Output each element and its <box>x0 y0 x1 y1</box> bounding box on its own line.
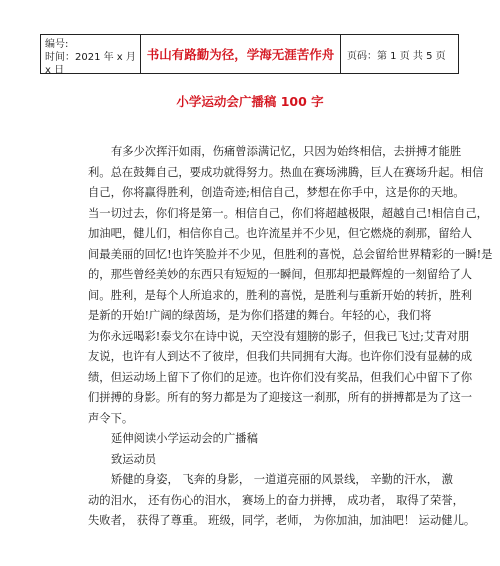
body-line: 间最美丽的回忆!也许笑脸并不少见，但胜利的喜悦，总会留给世界精彩的一瞬!是 <box>88 247 493 261</box>
header-motto: 书山有路勤为径，学海无涯苦作舟 <box>141 35 341 73</box>
time-label: 时间：2021 年 x 月 x 日 <box>45 52 136 76</box>
section-heading: 延伸阅读小学运动会的广播稿 <box>111 432 258 445</box>
body-line: 的，那些曾经美妙的东西只有短短的一瞬间，但那却把最辉煌的一刻留给了人 <box>88 268 473 281</box>
body-line: 友说，也许有人到达不了彼岸，但我们共同拥有大海。也许你们没有显赫的成 <box>88 350 473 363</box>
body-line: 矫健的身姿， 飞奔的身影， 一道道亮丽的风景线， 辛勤的汗水， 激 <box>111 473 453 486</box>
body-line: 们拼搏的身影。所有的努力都是为了迎接这一刹那，所有的拼搏都是为了这一 <box>88 391 473 404</box>
body-line: 利。总在鼓舞自己，要成功就得努力。热血在赛场沸腾，巨人在赛场升起。相信 <box>88 165 484 179</box>
body-line: 声令下。 <box>88 411 134 425</box>
section-subheading: 致运动员 <box>111 452 157 466</box>
body-line: 当一切过去，你们将是第一。相信自己，你们将超越极限，超越自己!相信自己， <box>88 206 488 220</box>
body-line: 为你永远喝彩!泰戈尔在诗中说，天空没有翅膀的影子，但我已飞过;艾青对朋 <box>88 329 470 343</box>
body-line: 失败者， 获得了尊重。 班级，同学，老师， 为你加油，加油吧！ 运动健儿。 <box>88 514 476 527</box>
document-body <box>88 142 493 532</box>
header-meta <box>41 35 141 76</box>
body-line: 绩，但运动场上留下了你们的足迹。也许你们没有奖品，但我们心中留下了你 <box>88 370 473 384</box>
body-line: 有多少次挥汗如雨，伤痛曾添满记忆，只因为始终相信，去拼搏才能胜 <box>111 145 462 158</box>
body-line: 间。胜利，是每个人所追求的，胜利的喜悦，是胜利与重新开始的转折，胜利 <box>88 288 473 302</box>
body-line: 是新的开始!广阔的绿茵场，是为你们搭建的舞台。年轻的心，我们将 <box>88 309 432 322</box>
page-header <box>40 34 459 74</box>
number-label: 编号: <box>45 39 69 50</box>
page-info: 页码：第 1 页 共 5 页 <box>347 50 446 62</box>
body-line: 动的泪水， 还有伤心的泪水， 赛场上的奋力拼搏， 成功者， 取得了荣誉， <box>88 493 464 507</box>
body-line: 自己，你将赢得胜利，创造奇迹;相信自己，梦想在你手中，这是你的天地。 <box>88 186 465 199</box>
document-title: 小学运动会广播稿 100 字 <box>176 94 324 109</box>
body-line: 加油吧，健儿们，相信你自己。也许流星并不少见，但它燃烧的刹那，留给人 <box>88 227 473 240</box>
